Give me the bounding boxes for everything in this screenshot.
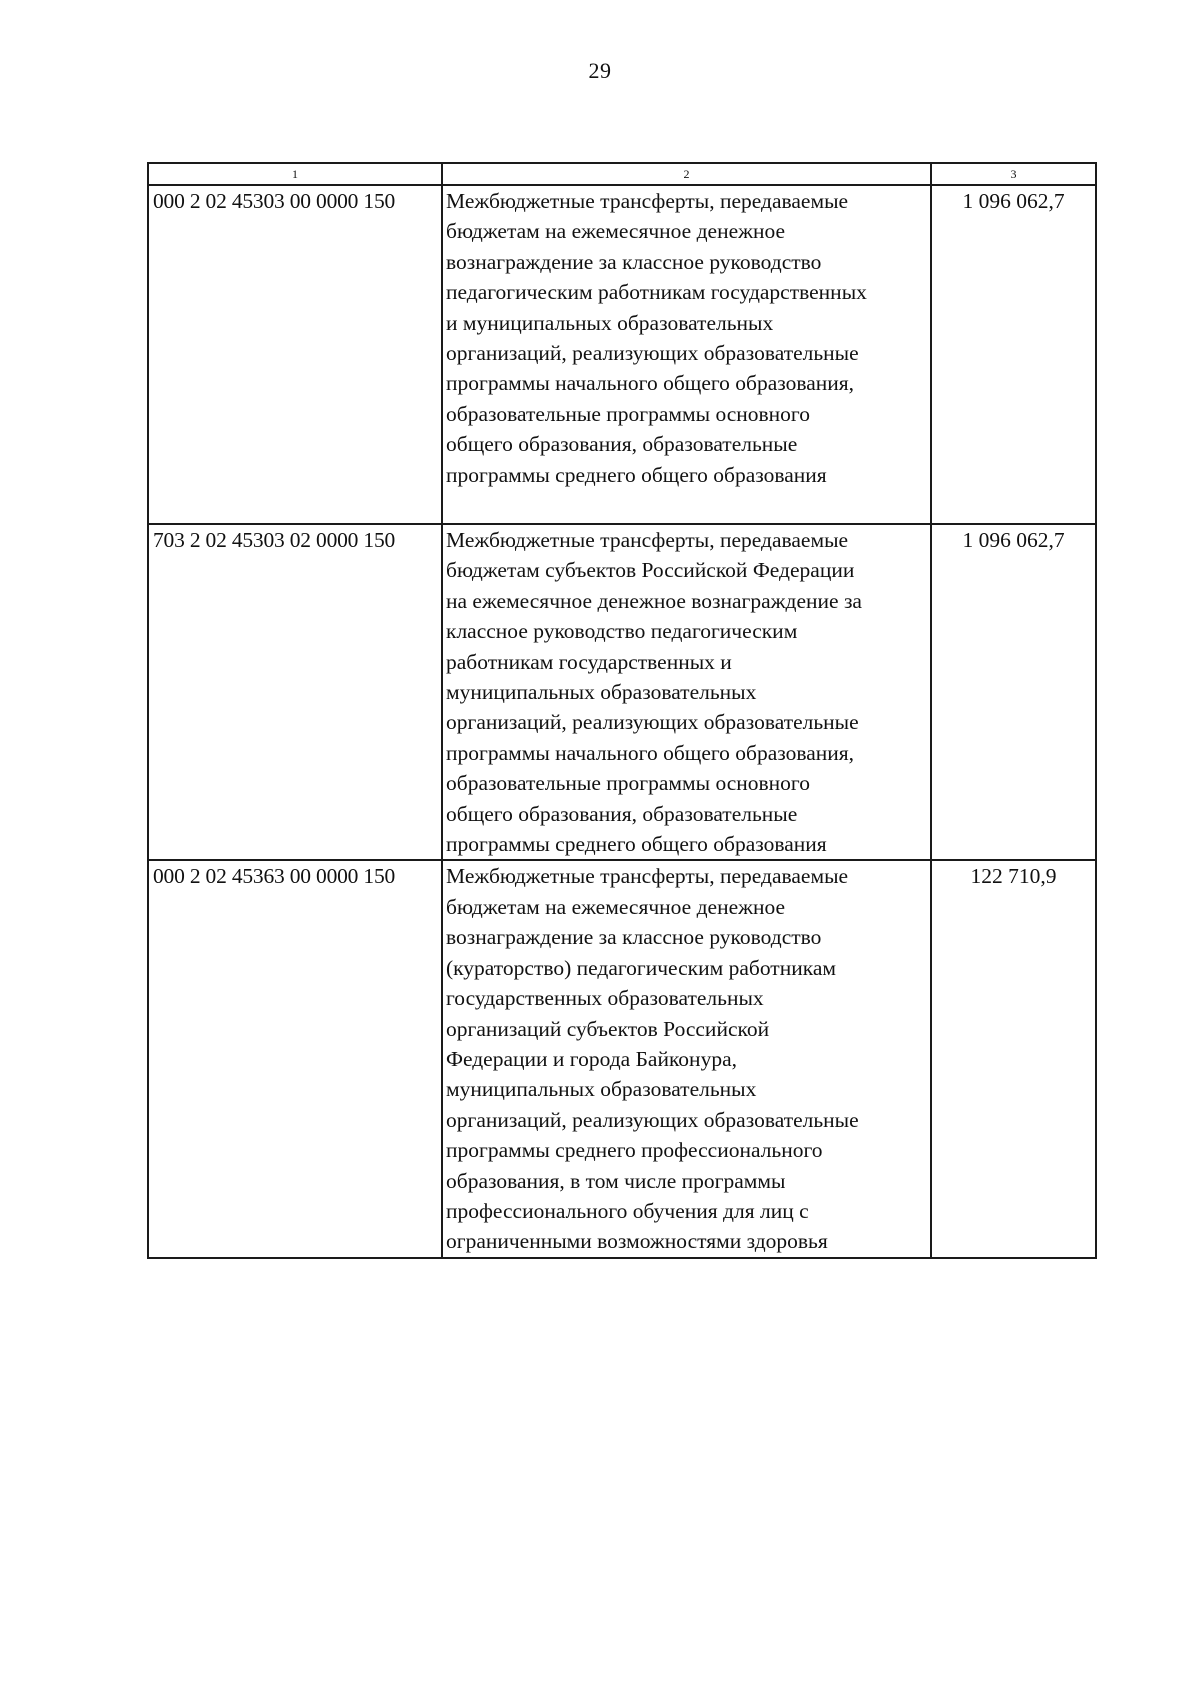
description-line: вознаграждение за классное руководство — [446, 925, 822, 950]
table-header-row — [148, 163, 1096, 185]
table-row — [148, 524, 1096, 860]
description-line: Межбюджетные трансферты, передаваемые — [446, 528, 849, 552]
description-line: Федерации и города Байконура, — [446, 1046, 737, 1071]
budget-code: 000 2 02 45363 00 0000 150 — [148, 860, 442, 1257]
description-line: образовательные программы основного — [446, 771, 810, 796]
description-line: Межбюджетные трансферты, передаваемые — [446, 189, 849, 213]
description-line: бюджетам на ежемесячное денежное — [446, 219, 786, 244]
column-header-1: 1 — [148, 163, 442, 185]
row-description — [442, 185, 931, 524]
description-line: работникам государственных и — [446, 649, 732, 674]
page-number: 29 — [588, 58, 612, 83]
description-line: образования, в том числе программы — [446, 1168, 786, 1193]
description-line: на ежемесячное денежное вознаграждение за — [446, 588, 862, 613]
description-line: государственных образовательных — [446, 986, 764, 1011]
amount-value: 122 710,9 — [931, 860, 1096, 1257]
description-line: программы среднего общего образования — [446, 462, 827, 487]
description-line: организаций субъектов Российской — [446, 1016, 770, 1041]
column-header-3: 3 — [931, 163, 1096, 185]
amount-value: 1 096 062,7 — [931, 185, 1096, 524]
row-description — [442, 860, 931, 1257]
description-line: педагогическим работникам государственных — [446, 280, 867, 305]
description-line: классное руководство педагогическим — [446, 619, 798, 644]
description-line: общего образования, образовательные — [446, 432, 798, 457]
column-header-2: 2 — [442, 163, 931, 185]
description-line: организаций, реализующих образовательные — [446, 710, 859, 735]
description-line: вознаграждение за классное руководство — [446, 249, 822, 274]
description-line: Межбюджетные трансферты, передаваемые — [446, 864, 849, 889]
amount-value: 1 096 062,7 — [931, 524, 1096, 860]
description-line: программы среднего профессионального — [446, 1138, 823, 1163]
description-line: общего образования, образовательные — [446, 801, 798, 826]
description-line: организаций, реализующих образовательные — [446, 341, 859, 366]
budget-code: 703 2 02 45303 02 0000 150 — [148, 524, 442, 860]
description-line: бюджетам на ежемесячное денежное — [446, 894, 786, 919]
budget-table — [147, 162, 1097, 1259]
description-line: и муниципальных образовательных — [446, 310, 774, 335]
description-line: (кураторство) педагогическим работникам — [446, 955, 836, 980]
description-line: программы среднего общего образования — [446, 832, 827, 857]
description-line: ограниченными возможностями здоровья — [446, 1229, 828, 1254]
row-description — [442, 524, 931, 860]
description-line: программы начального общего образования, — [446, 371, 855, 396]
description-line: образовательные программы основного — [446, 401, 810, 426]
description-line: бюджетам субъектов Российской Федерации — [446, 558, 855, 583]
description-line: программы начального общего образования, — [446, 740, 855, 765]
description-line: организаций, реализующих образовательные — [446, 1107, 859, 1132]
table-row — [148, 185, 1096, 524]
description-line: профессионального обучения для лиц с — [446, 1198, 809, 1223]
description-line: муниципальных образовательных — [446, 1077, 757, 1102]
table-row — [148, 860, 1096, 1257]
description-line: муниципальных образовательных — [446, 680, 757, 705]
budget-code: 000 2 02 45303 00 0000 150 — [148, 185, 442, 524]
